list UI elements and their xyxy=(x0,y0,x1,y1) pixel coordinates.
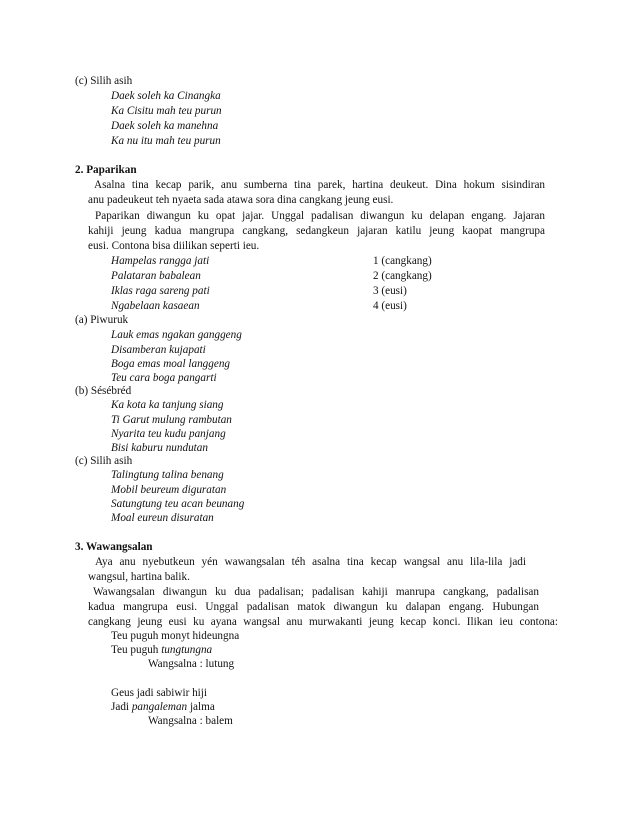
poem-line: Ka kota ka tanjung siang xyxy=(111,399,224,411)
section-title: 2. Paparikan xyxy=(75,164,137,176)
poem-line: Satungtung teu acan beunang xyxy=(111,498,245,510)
example-line: Teu puguh monyt hideungna xyxy=(111,630,240,642)
paragraph-line: cangkang jeung eusi ku ayana wangsal anu murwakanti jeung kecap konci. Ilikan ieu contona: xyxy=(88,616,558,628)
poem-line: Boga emas moal langgeng xyxy=(111,358,231,370)
example-text: jalma xyxy=(187,701,215,713)
paragraph-line: Paparikan diwangun ku opat jajar. Unggal padalisan diwangun ku delapan engang. Jajaran xyxy=(95,210,545,222)
example-line xyxy=(111,643,212,657)
example-line xyxy=(111,284,407,298)
paragraph-line: eusi. Contona bisa diilikan seperti ieu. xyxy=(88,240,260,252)
poem-line: Nyarita teu kudu panjang xyxy=(111,428,226,440)
subsection-heading: (b) Sésébréd xyxy=(75,385,132,397)
keyword-text: tungtungna xyxy=(161,644,213,656)
example-note: 4 (eusi) xyxy=(373,300,407,312)
example-line: Geus jadi sabiwir hiji xyxy=(111,687,208,699)
example-text: Ngabelaan kasaean xyxy=(111,300,200,312)
example-note: 3 (eusi) xyxy=(373,285,407,297)
poem-line: Lauk emas ngakan ganggeng xyxy=(111,329,242,341)
poem-line: Daek soleh ka Cinangka xyxy=(111,90,221,102)
paragraph-line: Aya anu nyebutkeun yén wawangsalan téh asalna tina kecap wangsal anu lila-lila jadi xyxy=(95,556,526,568)
paragraph-line: kahiji jeung kadua mangrupa cangkang, sedangkeun jajaran katilu jeung kaopat mangrupa xyxy=(88,225,545,237)
example-note: 1 (cangkang) xyxy=(373,255,432,267)
poem-line: Disamberan kujapati xyxy=(111,344,206,356)
poem-line: Moal eureun disuratan xyxy=(111,512,214,524)
section-heading: (c) Silih asih xyxy=(75,75,133,87)
example-line xyxy=(111,299,407,313)
paragraph-line: Asalna tina kecap parik, anu sumberna tina parek, hartina deukeut. Dina hokum sisindiran xyxy=(94,179,545,191)
poem-line: Ti Garut mulung rambutan xyxy=(111,414,232,426)
example-line xyxy=(111,254,432,268)
subsection-heading: (a) Piwuruk xyxy=(75,314,129,326)
subsection-heading: (c) Silih asih xyxy=(75,455,133,467)
example-line xyxy=(111,700,215,714)
paragraph-line: Wawangsalan diwangun ku dua padalisan; padalisan kahiji manrupa cangkang, padalisan xyxy=(93,586,539,598)
poem-line: Ka Cisitu mah teu purun xyxy=(111,105,222,117)
paragraph-line: kadua mangrupa eusi. Unggal padalisan matok diwangun ku dalapan engang. Hubungan xyxy=(88,601,539,613)
poem-line: Bisi kaburu nundutan xyxy=(111,442,208,454)
paragraph-line: anu padeukeut teh nyaeta sada atawa sora dina cangkang jeung eusi. xyxy=(88,194,394,206)
paragraph-line: wangsul, hartina balik. xyxy=(88,571,190,583)
keyword-text: pangaleman xyxy=(131,701,188,713)
poem-line: Teu cara boga pangarti xyxy=(111,372,217,384)
example-text: Palataran babalean xyxy=(111,270,201,282)
poem-line: Mobil beureum diguratan xyxy=(111,484,227,496)
example-text: Jadi xyxy=(111,701,132,713)
poem-line: Talingtung talina benang xyxy=(111,469,224,481)
poem-line: Daek soleh ka manehna xyxy=(111,120,219,132)
example-text: Iklas raga sareng pati xyxy=(111,285,210,297)
example-note: 2 (cangkang) xyxy=(373,270,432,282)
example-text: Teu puguh xyxy=(111,644,162,656)
poem-line: Ka nu itu mah teu purun xyxy=(111,135,221,147)
answer-line: Wangsalna : balem xyxy=(148,715,233,727)
answer-line: Wangsalna : lutung xyxy=(148,658,235,670)
example-line xyxy=(111,269,432,283)
section-title: 3. Wawangsalan xyxy=(75,541,153,553)
example-text: Hampelas rangga jati xyxy=(111,255,210,267)
